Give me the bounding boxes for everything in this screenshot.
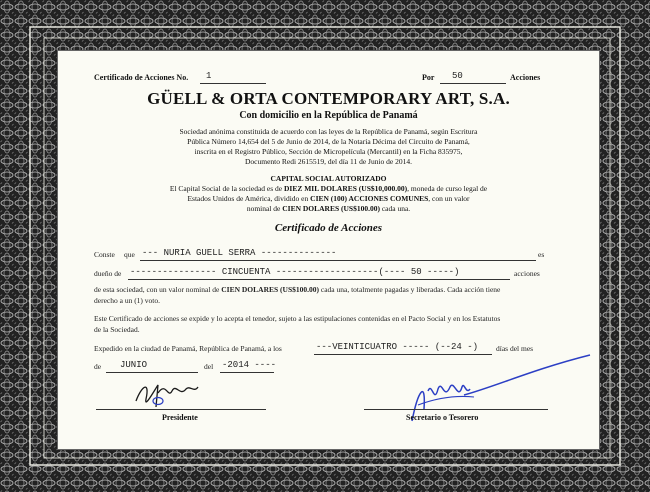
dias-label: días del mes — [496, 344, 534, 353]
capital-nominal-value: CIEN DOLARES (US$100.00) — [282, 204, 380, 213]
legal-line-1: Sociedad anónima constituida de acuerdo con las leyes de la República de Panamá, según Escritura — [179, 127, 478, 136]
capital-shares: CIEN (100) ACCIONES COMUNES — [310, 194, 429, 203]
capital-text: cada una. — [379, 204, 411, 213]
nominal-value: CIEN DOLARES (US$100.00) — [221, 285, 319, 294]
share-count: 50 — [452, 71, 463, 81]
certificate-paper — [57, 50, 600, 450]
legal-line-2: Pública Número 14,654 del 5 de Junio de 2014, de la Notaría Décima del Circuito de Panamá, — [187, 137, 470, 146]
certificate-number: 1 — [206, 71, 212, 81]
legal-line-4: Documento Redi 2615519, del día 11 de Junio de 2014. — [245, 157, 412, 166]
president-signature — [128, 371, 218, 413]
company-name: GÜELL & ORTA CONTEMPORARY ART, S.A. — [147, 89, 510, 108]
issue-day: ---VEINTICUATRO ----- (--24 -) — [316, 342, 479, 352]
es-label: es — [538, 250, 545, 259]
issuance-paragraph-line-2: de la Sociedad. — [94, 325, 140, 334]
capital-text: , moneda de curso legal de — [407, 184, 488, 193]
que-label: que — [124, 250, 135, 259]
paragraph-text: cada una, totalmente pagadas y liberadas. Cada acción tiene — [319, 285, 501, 294]
acciones-header-label: Acciones — [510, 73, 541, 82]
acciones-label: acciones — [514, 269, 540, 278]
nominal-paragraph-line-2: derecho a un (1) voto. — [94, 296, 161, 305]
secretary-label: Secretario o Tesorero — [406, 413, 479, 422]
shares-written: ---------------- CINCUENTA -------------------(---- 50 -----) — [130, 267, 460, 277]
certificate-number-label: Certificado de Acciones No. — [94, 73, 189, 82]
legal-line-3: inscrita en el Registro Público, Sección de Micropelícula (Mercantil) en la Ficha 835975, — [194, 147, 463, 156]
certificate-title: Certificado de Acciones — [274, 222, 383, 234]
expedido-label: Expedido en la ciudad de Panamá, República de Panamá, a los — [94, 344, 282, 353]
nominal-paragraph-line-1 — [94, 285, 500, 294]
capital-text: nominal de — [246, 204, 283, 213]
president-label: Presidente — [162, 413, 198, 422]
capital-text: , con un valor — [428, 194, 470, 203]
capital-line-1 — [58, 184, 599, 193]
issuance-paragraph-line-1: Este Certificado de acciones se expide y lo acepta el tenedor, sujeto a las estipulaciones contenidas en el Pacto Social y en los Estatutos — [94, 314, 501, 323]
issue-month: JUNIO — [120, 360, 148, 370]
del-label: del — [204, 362, 214, 371]
paragraph-text: de esta sociedad, con un valor nominal de — [94, 285, 222, 294]
capital-text: El Capital Social de la sociedad es de — [169, 184, 284, 193]
capital-heading: CAPITAL SOCIAL AUTORIZADO — [270, 174, 387, 183]
de-label: de — [94, 362, 102, 371]
capital-line-3 — [58, 204, 599, 213]
capital-line-2 — [58, 194, 599, 203]
issue-year: -2014 ---- — [222, 360, 277, 370]
capital-text: Estados Unidos de América, dividido en — [187, 194, 311, 203]
conste-label: Conste — [94, 250, 115, 259]
holder-name: --- NURIA GUELL SERRA -------------- — [142, 248, 337, 258]
capital-amount: DIEZ MIL DOLARES (US$10,000.00) — [284, 184, 408, 193]
por-label: Por — [422, 73, 435, 82]
dueno-label: dueño de — [94, 269, 122, 278]
company-domicile: Con domicilio en la República de Panamá — [239, 110, 418, 121]
